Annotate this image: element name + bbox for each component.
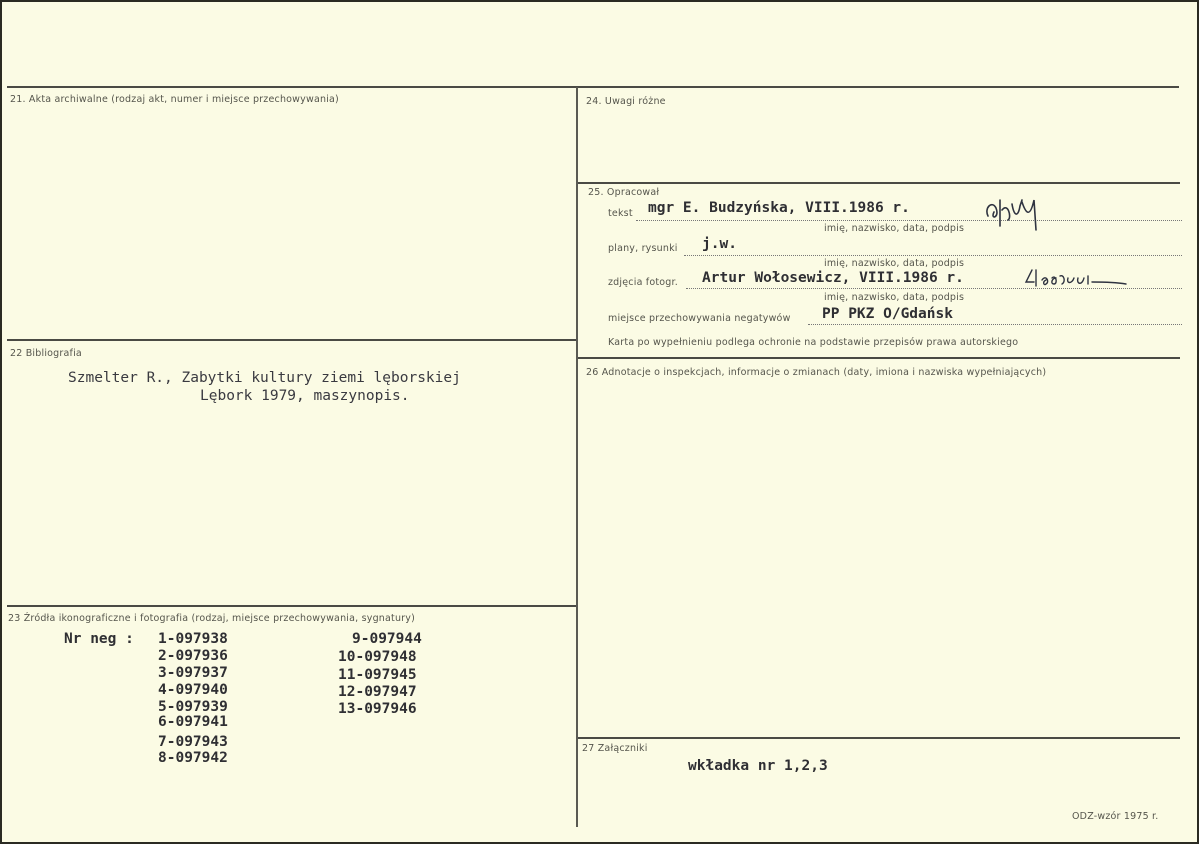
rule-26-27 — [578, 737, 1180, 739]
rule-22-23 — [7, 605, 576, 607]
plany-value: j.w. — [702, 236, 737, 252]
rule-25-26 — [578, 357, 1180, 359]
negative-number: 8-097942 — [158, 750, 228, 766]
signature-wolosewicz — [1022, 268, 1132, 292]
bibliography-line-2: Lębork 1979, maszynopis. — [200, 388, 410, 404]
section-21-label: 21. Akta archiwalne (rodzaj akt, numer i miejsce przechowywania) — [10, 94, 339, 105]
tekst-line — [636, 220, 1182, 221]
zdjecia-value: Artur Wołosewicz, VIII.1986 r. — [702, 270, 964, 286]
section-24-label: 24. Uwagi różne — [586, 96, 666, 107]
negatywy-value: PP PKZ O/Gdańsk — [822, 306, 953, 322]
negative-number: 10-097948 — [338, 649, 417, 665]
negative-number: 12-097947 — [338, 684, 417, 700]
bibliography-line-1: Szmelter R., Zabytki kultury ziemi lęborskiej — [68, 370, 461, 386]
section-23-label: 23 Źródła ikonograficzne i fotografia (rodzaj, miejsce przechowywania, sygnatury) — [8, 613, 416, 624]
negative-number: 2-097936 — [158, 648, 228, 664]
tekst-caption: imię, nazwisko, data, podpis — [824, 223, 965, 234]
plany-line — [684, 255, 1182, 256]
negative-number: 1-097938 — [158, 631, 228, 647]
zdjecia-label: zdjęcia fotogr. — [608, 277, 678, 288]
negative-number: 11-097945 — [338, 667, 417, 683]
negative-number: 6-097941 — [158, 714, 228, 730]
monument-record-card — [2, 2, 1197, 842]
negative-number: 9-097944 — [352, 631, 422, 647]
negative-number: 5-097939 — [158, 699, 228, 715]
section-25-label: 25. Opracował — [588, 187, 660, 198]
negative-prefix: Nr neg : — [64, 631, 134, 647]
negative-number: 7-097943 — [158, 734, 228, 750]
section-27-label: 27 Załączniki — [582, 743, 648, 754]
negative-number: 13-097946 — [338, 701, 417, 717]
rule-21-22 — [7, 339, 576, 341]
negative-number: 4-097940 — [158, 682, 228, 698]
rule-24-25 — [578, 182, 1180, 184]
tekst-value: mgr E. Budzyńska, VIII.1986 r. — [648, 200, 910, 216]
section-26-label: 26 Adnotacje o inspekcjach, informacje o zmianach (daty, imiona i nazwiska wypełniających) — [586, 367, 1047, 378]
plany-caption: imię, nazwisko, data, podpis — [824, 258, 965, 269]
top-rule — [7, 86, 1179, 88]
negative-number: 3-097937 — [158, 665, 228, 681]
negatywy-line — [808, 324, 1182, 325]
signature-budzynska — [982, 194, 1042, 236]
attachments-value: wkładka nr 1,2,3 — [688, 758, 828, 774]
zdjecia-caption: imię, nazwisko, data, podpis — [824, 292, 965, 303]
center-divider — [576, 87, 578, 827]
section-22-label: 22 Bibliografia — [10, 348, 82, 359]
tekst-label: tekst — [608, 208, 633, 219]
form-id: ODZ-wzór 1975 r. — [1072, 811, 1159, 822]
negatywy-label: miejsce przechowywania negatywów — [608, 313, 791, 324]
copyright-note: Karta po wypełnieniu podlega ochronie na podstawie przepisów prawa autorskiego — [608, 337, 1019, 348]
plany-label: plany, rysunki — [608, 243, 678, 254]
